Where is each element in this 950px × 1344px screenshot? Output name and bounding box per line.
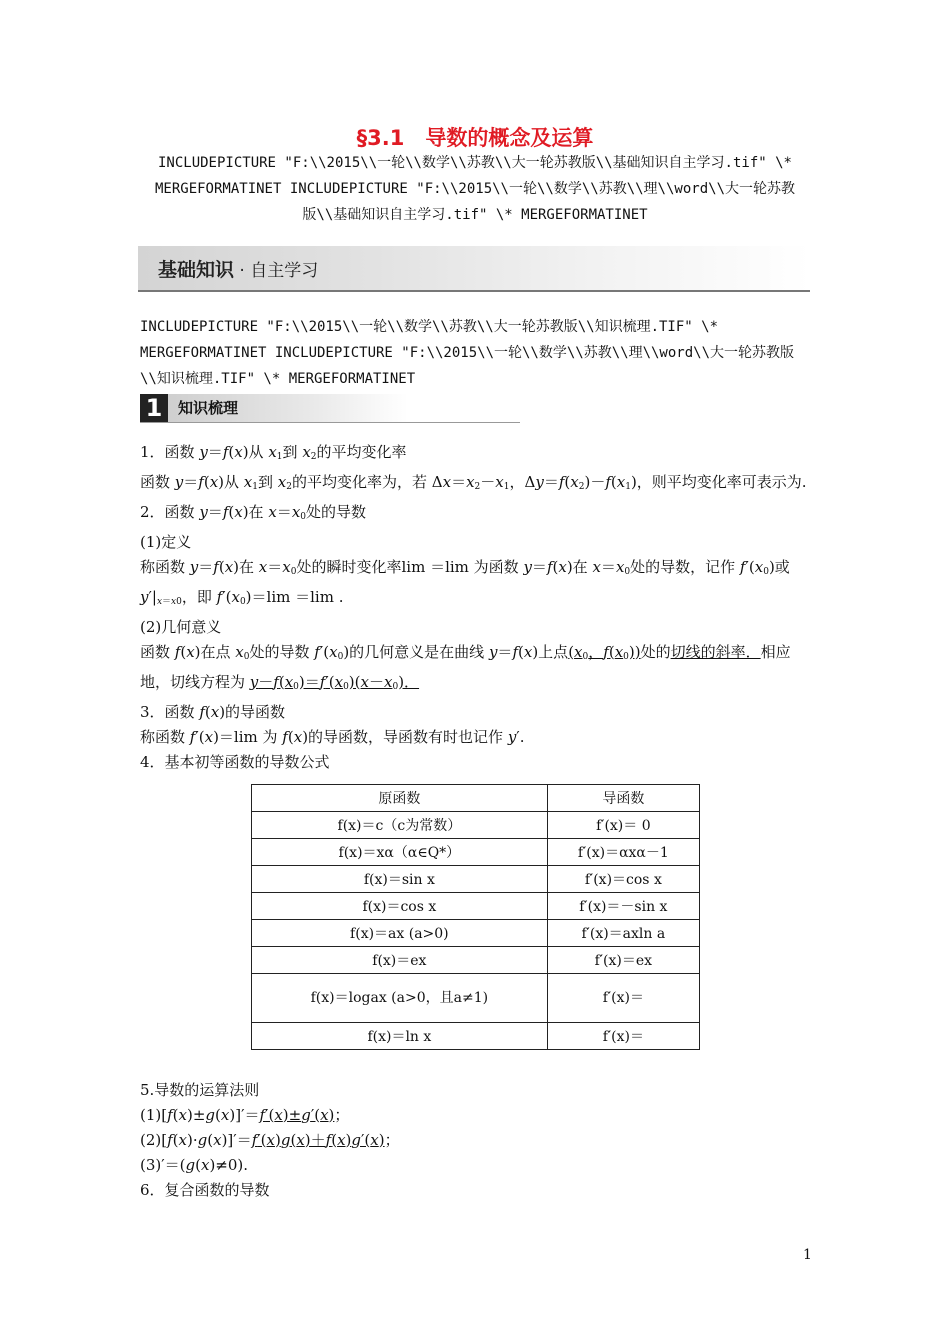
item-6-heading: 6．复合函数的导数	[140, 1181, 270, 1199]
table-cell: f′(x)＝axln a	[547, 920, 699, 947]
item-1-heading: 1．函数 y＝f(x)从 x1到 x2的平均变化率	[140, 443, 407, 462]
table-row	[252, 947, 700, 974]
item-4-heading: 4．基本初等函数的导数公式	[140, 753, 330, 771]
table-cell: f′(x)＝－sin x	[547, 893, 699, 920]
knowledge-tag	[140, 394, 520, 423]
rule-3: (3)′＝(g(x)≠0).	[140, 1156, 249, 1174]
table-row	[252, 974, 700, 1023]
table-row	[252, 812, 700, 839]
table-row	[252, 839, 700, 866]
table-cell: f(x)＝cos x	[252, 893, 548, 920]
table-cell: f(x)＝sin x	[252, 866, 548, 893]
knowledge-tag-number: 1	[140, 394, 168, 422]
table-cell: f′(x)＝ex	[547, 947, 699, 974]
item-2-2-heading: (2)几何意义	[140, 618, 222, 636]
include-field-code-1: INCLUDEPICTURE "F:\\2015\\一轮\\数学\\苏教\\大一轮苏教版\\基础知识自主学习.tif" \* MERGEFORMATINET INCLUDEPICTURE "F:\\2015\\一轮\\数学\\苏教\\理\\word\\大一轮苏教版\\基础知识自主学习.tif" \* MERGEFORMATINET	[154, 155, 795, 223]
rule-2: (2)[f(x)·g(x)]′＝f′(x)g(x)＋f(x)g′(x)；	[140, 1131, 400, 1149]
table-cell: f(x)＝ln x	[252, 1023, 548, 1050]
knowledge-body	[140, 440, 812, 775]
table-cell: f(x)＝c（c为常数）	[252, 812, 548, 839]
item-3-text: 称函数 f′(x)＝lim 为 f(x)的导函数，导函数有时也记作 y′.	[140, 728, 525, 746]
table-row	[252, 1023, 700, 1050]
table-header-cell: 原函数	[252, 785, 548, 812]
item-2-1-heading: (1)定义	[140, 533, 192, 551]
table-header-cell: 导函数	[547, 785, 699, 812]
table-cell: f′(x)＝cos x	[547, 866, 699, 893]
item-3-heading: 3．函数 f(x)的导函数	[140, 703, 286, 721]
table-row	[252, 920, 700, 947]
table-cell: f(x)＝ex	[252, 947, 548, 974]
table-cell: f′(x)＝	[547, 1023, 699, 1050]
item-2-heading: 2．函数 y＝f(x)在 x＝x0处的导数	[140, 503, 367, 522]
table-cell: f′(x)＝	[547, 974, 699, 1023]
operation-rules	[140, 1078, 812, 1203]
table-row	[252, 893, 700, 920]
include-field-code-2: INCLUDEPICTURE "F:\\2015\\一轮\\数学\\苏教\\大一轮苏教版\\知识梳理.TIF" \* MERGEFORMATINET INCLUDEPICTURE "F:\\2015\\一轮\\数学\\苏教\\理\\word\\大一轮苏教版\\知识梳理.TIF" \* MERGEFORMATINET	[140, 319, 795, 387]
page-number: 1	[803, 1247, 812, 1263]
table-cell: f′(x)＝ 0	[547, 812, 699, 839]
item-2-2-text: 函数 f(x)在点 x0处的导数 f′(x0)的几何意义是在曲线 y＝f(x)上点(x0，f(x0))处的切线的斜率．相应地，切线方程为 y－f(x0)＝f′(x0)(x－x0)．	[140, 643, 791, 692]
rule-1: (1)[f(x)±g(x)]′＝f′(x)±g′(x)；	[140, 1106, 350, 1124]
table-cell: f(x)＝xα（α∈Q*）	[252, 839, 548, 866]
table-header-row	[252, 785, 700, 812]
page-title: §3.1 导数的概念及运算	[356, 126, 594, 150]
knowledge-tag-label: 知识梳理	[168, 394, 408, 422]
item-1-text: 函数 y＝f(x)从 x1到 x2的平均变化率为，若 Δx＝x2－x1，Δy＝f(x2)－f(x1)，则平均变化率可表示为.	[140, 473, 807, 492]
table-cell: f(x)＝ax (a>0)	[252, 920, 548, 947]
table-row	[252, 866, 700, 893]
table-cell: f′(x)＝αxα－1	[547, 839, 699, 866]
section-header-bar	[138, 246, 810, 292]
section-title: 基础知识 · 自主学习	[158, 259, 319, 281]
item-2-1-text: 称函数 y＝f(x)在 x＝x0处的瞬时变化率lim ＝lim 为函数 y＝f(x)在 x＝x0处的导数，记作 f′(x0)或 y′|x＝x0，即 f′(x0)＝lim ＝lim .	[140, 558, 790, 607]
item-5-heading: 5.导数的运算法则	[140, 1081, 260, 1099]
derivative-formula-table	[251, 784, 700, 1050]
table-cell: f(x)＝logax (a>0，且a≠1)	[252, 974, 548, 1023]
